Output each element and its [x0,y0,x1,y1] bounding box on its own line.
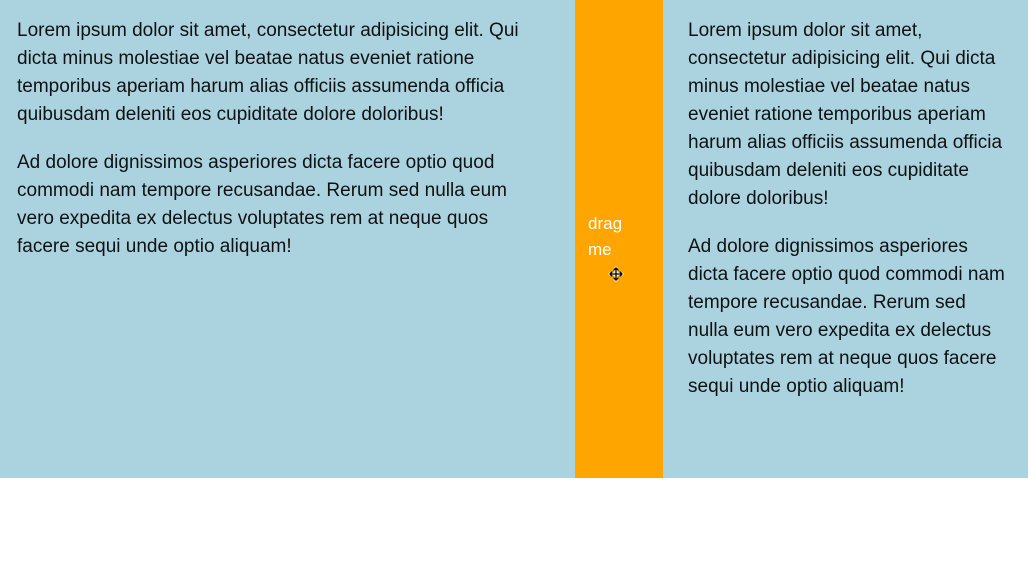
left-pane-paragraph-1: Lorem ipsum dolor sit amet, consectetur adipisicing elit. Qui dicta minus molestiae vel beatae natus eveniet ratione temporibus aperiam harum alias officiis assumenda officia quibusdam deleniti eos cupiditate dolore doloribus! [17,20,519,125]
right-pane-paragraph-2: Ad dolore dignissimos asperiores dicta facere optio quod commodi nam tempore recusandae. Rerum sed nulla eum vero expedita ex delectus voluptates rem at neque quos facere sequi unde optio aliquam! [688,236,1005,397]
drag-divider-handle[interactable] [575,0,663,478]
left-pane [0,0,575,478]
right-pane-paragraph-1: Lorem ipsum dolor sit amet, consectetur adipisicing elit. Qui dicta minus molestiae vel beatae natus eveniet ratione temporibus aperiam harum alias officiis assumenda officia quibusdam deleniti eos cupiditate dolore doloribus! [688,20,1003,209]
divider-label: drag me [588,214,623,259]
right-pane [663,0,1028,478]
move-cursor-icon [608,266,624,282]
left-pane-paragraph-2: Ad dolore dignissimos asperiores dicta facere optio quod commodi nam tempore recusandae. Rerum sed nulla eum vero expedita ex delectus voluptates rem at neque quos facere sequi unde optio aliquam! [17,152,508,257]
